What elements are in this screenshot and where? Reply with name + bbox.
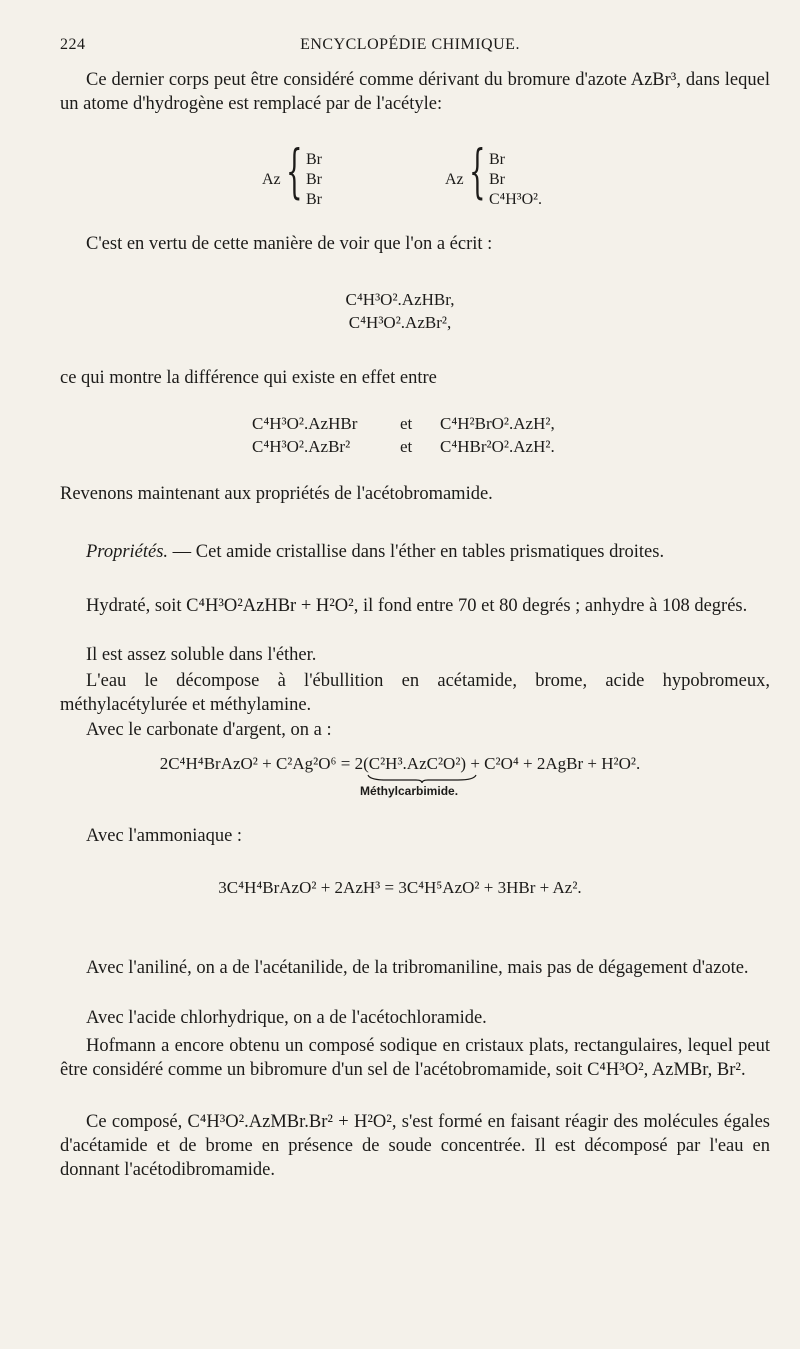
paragraph-2: C'est en vertu de cette manière de voir que l'on a écrit : <box>86 234 493 254</box>
paragraph-5-text: — Cet amide cristallise dans l'éther en tables prismatiques droites. <box>168 542 665 562</box>
equation-2: 3C⁴H⁴BrAzO² + 2AzH³ = 3C⁴H⁵AzO² + 3HBr + Az². <box>218 878 582 897</box>
struct2-line2: Br <box>489 171 505 188</box>
equation-1-label: Méthylcarbimide. <box>360 784 459 798</box>
formula-2-r2a: C⁴H³O².AzBr² <box>252 437 351 456</box>
page-header <box>60 36 760 60</box>
paragraph-1: Ce dernier corps peut être considéré comme dérivant du bromure d'azote AzBr³, dans lequel un atome d'hydrogène est remplacé par de l'acétyle: <box>60 70 770 114</box>
formula-2-r1a: C⁴H³O².AzHBr <box>252 414 358 433</box>
equation-1: 2C⁴H⁴BrAzO² + C²Ag²O⁶ = 2(C²H³.AzC²O²) + C²O⁴ + 2AgBr + H²O². <box>159 754 641 773</box>
struct2-line1: Br <box>489 151 505 168</box>
struct1-az: Az <box>262 171 281 188</box>
formula-1b: C⁴H³O².AzBr², <box>348 313 452 332</box>
paragraph-4: Revenons maintenant aux propriétés de l'acétobromamide. <box>60 484 493 504</box>
paragraph-12: Avec l'acide chlorhydrique, on a de l'acétochloramide. <box>86 1008 487 1028</box>
paragraph-13: Hofmann a encore obtenu un composé sodique en cristaux plats, rectangulaires, lequel peut être considéré comme un bibromure d'un sel de l'acétobromamide, soit C⁴H³O², AzMBr, Br². <box>60 1036 770 1080</box>
struct1-line1: Br <box>306 151 322 168</box>
underbrace-icon <box>366 774 478 784</box>
paragraph-7: Il est assez soluble dans l'éther. <box>86 645 317 665</box>
left-brace-icon: { <box>469 137 486 205</box>
paragraph-14: Ce composé, C⁴H³O².AzMBr.Br² + H²O², s'est formé en faisant réagir des molécules égales d'acétamide et de brome en présence de soude concentrée. Il est décomposé par l'eau en donnant l'acétodibromamide. <box>60 1112 770 1180</box>
running-title: ENCYCLOPÉDIE CHIMIQUE. <box>300 36 520 53</box>
section-label: Propriétés. <box>86 542 169 562</box>
paragraph-8: L'eau le décompose à l'ébullition en acétamide, brome, acide hypobromeux, méthylacétylurée et méthylamine. <box>60 671 770 715</box>
formula-2-r2c: C⁴HBr²O².AzH². <box>440 437 555 456</box>
formula-2-r1b: et <box>400 414 413 433</box>
paragraph-5 <box>60 540 770 564</box>
left-brace-icon: { <box>286 137 303 205</box>
struct1-line3: Br <box>306 191 322 208</box>
paragraph-9: Avec le carbonate d'argent, on a : <box>86 720 332 740</box>
paragraph-6: Hydraté, soit C⁴H³O²AzHBr + H²O², il fond entre 70 et 80 degrés ; anhydre à 108 degrés. <box>86 596 748 616</box>
paragraph-11: Avec l'aniliné, on a de l'acétanilide, de la tribromaniline, mais pas de dégagement d'azote. <box>86 958 749 978</box>
formula-1a: C⁴H³O².AzHBr, <box>345 290 455 309</box>
page-number: 224 <box>60 36 86 53</box>
paragraph-10: Avec l'ammoniaque : <box>86 826 243 846</box>
paragraph-3: ce qui montre la différence qui existe en effet entre <box>60 368 437 388</box>
struct1-line2: Br <box>306 171 322 188</box>
struct2-az: Az <box>445 171 464 188</box>
struct2-line3: C⁴H³O². <box>489 191 542 208</box>
formula-2-r1c: C⁴H²BrO².AzH², <box>440 414 555 433</box>
formula-2-r2b: et <box>400 437 413 456</box>
